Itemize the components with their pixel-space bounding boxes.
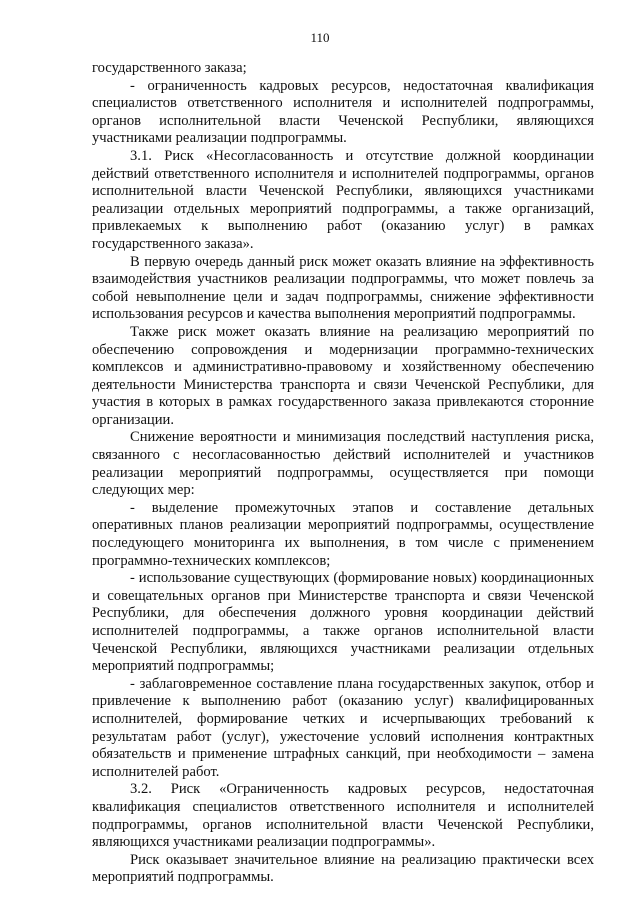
paragraph-measure-coordination: - использование существующих (формирование новых) координационных и совещательных органов при Министерстве транспорта и связи Чеченской Республики, для обеспечения должного уровня координации действий исполнителей подпрограммы, а также органов исполнительной власти Чеченской Республики, являющихся участниками реализации отдельных мероприятий подпрограммы; xyxy=(92,570,594,675)
paragraph-risk-impact: В первую очередь данный риск может оказать влияние на эффективность взаимодействия участников реализации подпрограммы, что может повлечь за собой невыполнение цели и задач подпрограммы, снижение эффективности использования ресурсов и качества выполнения мероприятий подпрограммы. xyxy=(92,253,594,323)
paragraph-risk-3-1: 3.1. Риск «Несогласованность и отсутствие должной координации действий ответственного исполнителя и исполнителей подпрограммы, органов исполнительной власти Чеченской Республики, являющихся участниками реализации отдельных мероприятий подпрограммы, а также организаций, привлекаемых к выполнению работ (оказанию услуг) в рамках государственного заказа». xyxy=(92,147,594,252)
paragraph-risk-also: Также риск может оказать влияние на реализацию мероприятий по обеспечению сопровождения и модернизации программно-технических комплексов и административно-правовому и хозяйственному обеспечению деятельности Министерства транспорта и связи Чеченской Республики, для участия в которых в рамках государственного заказа привлекаются сторонние организации. xyxy=(92,323,594,428)
page-number: 110 xyxy=(310,30,330,45)
paragraph-measure-stages: - выделение промежуточных этапов и составление детальных оперативных планов реализации мероприятий подпрограммы, осуществление последующего мониторинга их выполнения, в том числе с применением программно-технических комплексов; xyxy=(92,499,594,569)
paragraph-continuation: государственного заказа; xyxy=(92,60,247,76)
document-body xyxy=(92,60,594,887)
paragraph-measure-procurement: - заблаговременное составление плана государственных закупок, отбор и привлечение к выполнению работ (оказанию услуг) квалифицированных исполнителей, формирование четких и исчерпывающих требований к результатам работ (услуг), ужесточение условий исполнения контрактных обязательств и применение штрафных санкций, при необходимости – замена исполнителей работ. xyxy=(92,675,594,780)
paragraph-risk-3-2: 3.2. Риск «Ограниченность кадровых ресурсов, недостаточная квалификация специалистов ответственного исполнителя и исполнителей подпрограммы, органов исполнительной власти Чеченской Республики, являющихся участниками реализации подпрограммы». xyxy=(92,781,594,851)
paragraph-mitigation-intro: Снижение вероятности и минимизация последствий наступления риска, связанного с несогласованностью действий исполнителей и участников реализации мероприятий подпрограммы, осуществляется при помощи следующих мер: xyxy=(92,429,594,499)
paragraph-risk-3-2-impact: Риск оказывает значительное влияние на реализацию практически всех мероприятий подпрограммы. xyxy=(92,851,594,886)
paragraph-bullet-staff-limits: - ограниченность кадровых ресурсов, недостаточная квалификация специалистов ответственного исполнителя и исполнителей подпрограммы, органов исполнительной власти Чеченской Республики, являющихся участниками реализации подпрограммы. xyxy=(92,77,594,147)
